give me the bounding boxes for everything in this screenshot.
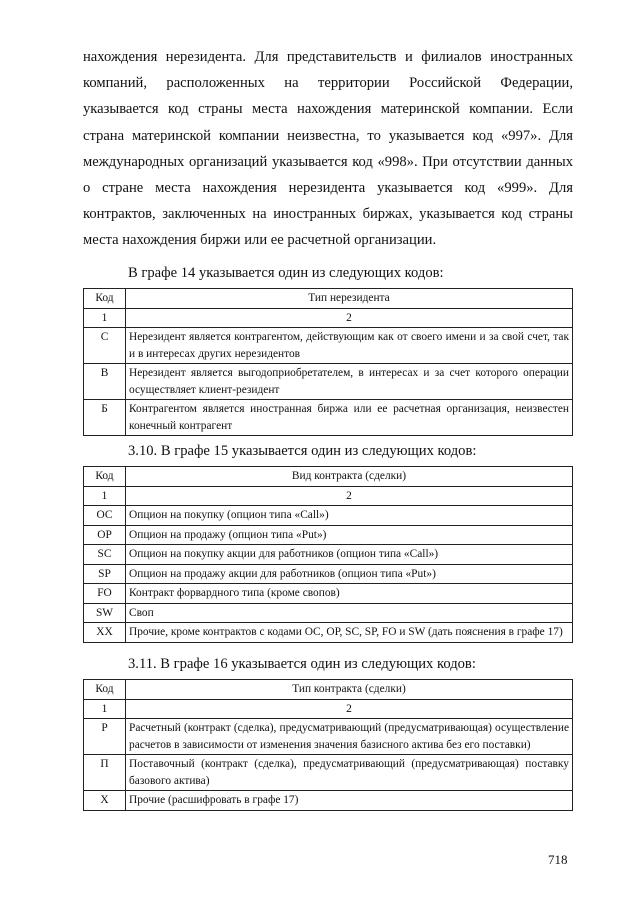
section14-table <box>83 288 573 436</box>
section15-heading: 3.10. В графе 15 указывается один из следующих кодов: <box>128 443 477 459</box>
table-number-row <box>84 308 573 328</box>
row-desc: Контрагентом является иностранная биржа или ее расчетная организация, неизвестен конечный контрагент <box>126 400 573 436</box>
col-code-header: Код <box>84 680 126 700</box>
col-number-2: 2 <box>126 308 573 328</box>
row-code: SW <box>84 603 126 623</box>
table-row <box>84 525 573 545</box>
table-row <box>84 545 573 565</box>
row-code: С <box>84 328 126 364</box>
col-desc-header: Вид контракта (сделки) <box>126 467 573 487</box>
row-code: OP <box>84 525 126 545</box>
table-header-row <box>84 467 573 487</box>
row-code: FO <box>84 584 126 604</box>
row-code: SC <box>84 545 126 565</box>
row-desc: Нерезидент является выгодоприобретателем, в интересах и за счет которого операции осуществляет клиент-резидент <box>126 364 573 400</box>
table-row <box>84 719 573 755</box>
table-number-row <box>84 486 573 506</box>
table-row <box>84 400 573 436</box>
table-header-row <box>84 289 573 309</box>
col-number-2: 2 <box>126 486 573 506</box>
table-row <box>84 364 573 400</box>
table-row <box>84 791 573 811</box>
row-desc: Расчетный (контракт (сделка), предусматривающий (предусматривающая) осуществление расчетов в зависимости от изменения значения базисного актива без его поставки) <box>126 719 573 755</box>
col-code-header: Код <box>84 289 126 309</box>
section16-heading: 3.11. В графе 16 указывается один из следующих кодов: <box>128 656 476 672</box>
table-row <box>84 506 573 526</box>
col-number-1: 1 <box>84 699 126 719</box>
row-code: SP <box>84 564 126 584</box>
row-desc: Нерезидент является контрагентом, действующим как от своего имени и за свой счет, так и в интересах других нерезидентов <box>126 328 573 364</box>
row-code: Х <box>84 791 126 811</box>
table-row <box>84 584 573 604</box>
section16-table <box>83 679 573 811</box>
col-number-1: 1 <box>84 486 126 506</box>
row-desc: Поставочный (контракт (сделка), предусматривающий (предусматривающая) поставку базового актива) <box>126 755 573 791</box>
row-desc: Опцион на покупку акции для работников (опцион типа «Call») <box>126 545 573 565</box>
row-desc: Прочие, кроме контрактов с кодами ОС, ОР, SC, SP, FO и SW (дать пояснения в графе 17) <box>126 623 573 643</box>
table-row <box>84 564 573 584</box>
col-code-header: Код <box>84 467 126 487</box>
row-desc: Своп <box>126 603 573 623</box>
page-number: 718 <box>548 852 568 867</box>
intro-paragraph: нахождения нерезидента. Для представительств и филиалов иностранных компаний, расположенных на территории Российской Федерации, указывается код страны места нахождения материнской компании. Если страна материнской компании неизвестна, то указывается код «997». Для международных организаций указывается код «998». При отсутствии данных о стране места нахождения нерезидента указывается код «999». Для контрактов, заключенных на иностранных биржах, указывается код страны места нахождения биржи или ее расчетной организации. <box>83 49 573 249</box>
section14-heading: В графе 14 указывается один из следующих кодов: <box>128 265 444 281</box>
table-number-row <box>84 699 573 719</box>
row-desc: Опцион на продажу (опцион типа «Put») <box>126 525 573 545</box>
row-code: Р <box>84 719 126 755</box>
row-code: П <box>84 755 126 791</box>
col-number-2: 2 <box>126 699 573 719</box>
row-code: Б <box>84 400 126 436</box>
table-header-row <box>84 680 573 700</box>
col-desc-header: Тип нерезидента <box>126 289 573 309</box>
row-code: XX <box>84 623 126 643</box>
table-row <box>84 603 573 623</box>
row-desc: Контракт форвардного типа (кроме свопов) <box>126 584 573 604</box>
col-number-1: 1 <box>84 308 126 328</box>
row-code: ОС <box>84 506 126 526</box>
table-row <box>84 623 573 643</box>
col-desc-header: Тип контракта (сделки) <box>126 680 573 700</box>
row-code: В <box>84 364 126 400</box>
table-row <box>84 328 573 364</box>
table-row <box>84 755 573 791</box>
row-desc: Прочие (расшифровать в графе 17) <box>126 791 573 811</box>
row-desc: Опцион на продажу акции для работников (опцион типа «Put») <box>126 564 573 584</box>
row-desc: Опцион на покупку (опцион типа «Call») <box>126 506 573 526</box>
section15-table <box>83 466 573 643</box>
